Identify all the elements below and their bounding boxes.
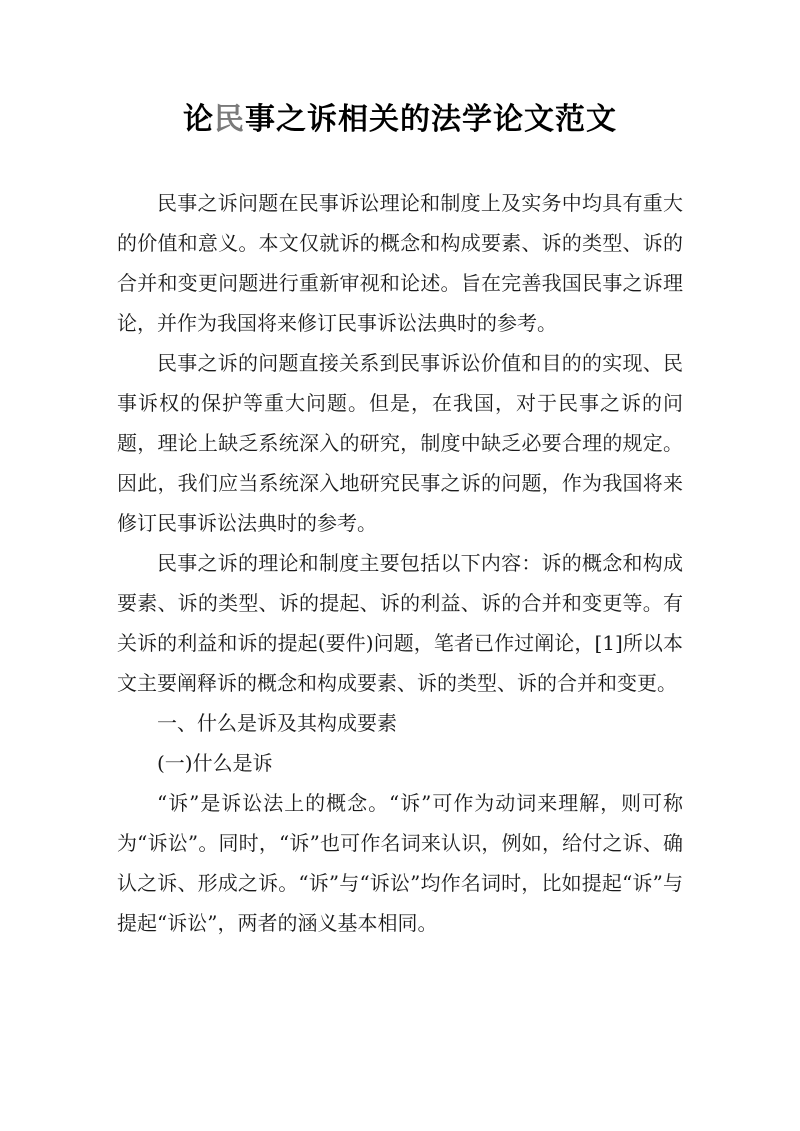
title-prefix: 论 xyxy=(183,102,214,137)
document-title xyxy=(0,100,800,140)
title-rest: 事之诉相关的法学论文范文 xyxy=(245,102,617,137)
title-highlight: 民 xyxy=(214,102,245,137)
subsection-heading: (一)什么是诉 xyxy=(157,751,273,775)
paragraph-2: 民事之诉的问题直接关系到民事诉讼价值和目的的实现、民事诉权的保护等重大问题。但是，在我国，对于民事之诉的问题，理论上缺乏系统深入的研究，制度中缺乏必要合理的规定。因此，我们应当系统深入地研究民事之诉的问题，作为我国将来修订民事诉讼法典时的参考。 xyxy=(117,351,683,535)
section-heading: 一、什么是诉及其构成要素 xyxy=(157,711,397,735)
paragraph-4: “诉”是诉讼法上的概念。“诉”可作为动词来理解，则可称为“诉讼”。同时，“诉”也可作名词来认识，例如，给付之诉、确认之诉、形成之诉。“诉”与“诉讼”均作名词时，比如提起“诉”与提起“诉讼”，两者的涵义基本相同。 xyxy=(117,791,683,935)
paragraph-3: 民事之诉的理论和制度主要包括以下内容：诉的概念和构成要素、诉的类型、诉的提起、诉的利益、诉的合并和变更等。有关诉的利益和诉的提起(要件)问题，笔者已作过阐论，[1]所以本文主要阐释诉的概念和构成要素、诉的类型、诉的合并和变更。 xyxy=(117,551,683,695)
paragraph-1: 民事之诉问题在民事诉讼理论和制度上及实务中均具有重大的价值和意义。本文仅就诉的概念和构成要素、诉的类型、诉的合并和变更问题进行重新审视和论述。旨在完善我国民事之诉理论，并作为我国将来修订民事诉讼法典时的参考。 xyxy=(117,191,683,335)
document-body xyxy=(117,183,683,943)
